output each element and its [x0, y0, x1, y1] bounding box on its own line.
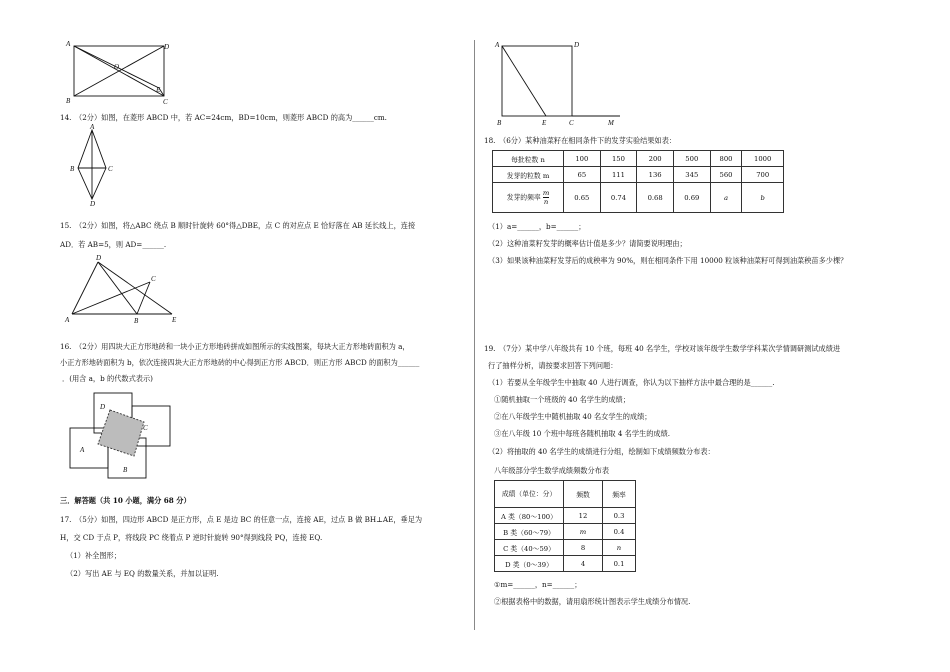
- fig16-label-b: B: [123, 466, 128, 474]
- fig14-label-c: C: [108, 165, 113, 173]
- q18-cell: 111: [600, 167, 637, 183]
- fig17-label-d: D: [574, 41, 580, 49]
- q18-cell: 0.69: [673, 183, 710, 213]
- q19-after-1: ①m=______，n=______；: [494, 580, 582, 589]
- q19-option-1: ①随机抽取一个班级的 40 名学生的成绩；: [494, 395, 630, 404]
- q18-cell: 136: [637, 167, 674, 183]
- q19-cell: 0.3: [603, 508, 636, 524]
- q19-cell: D 类（0～39）: [495, 556, 564, 572]
- q18-cell: 500: [673, 151, 710, 167]
- fig13-label-a: A: [66, 40, 71, 48]
- fig14-label-a: A: [90, 123, 95, 131]
- q19-cell: m: [564, 524, 603, 540]
- fig17-label-a: A: [495, 41, 500, 49]
- fig14-label-d: D: [90, 200, 96, 208]
- q18-cell: 150: [600, 151, 637, 167]
- fig13-label-c: C: [163, 98, 168, 106]
- q19-option-3: ③在八年级 10 个班中每班各随机抽取 4 名学生的成绩.: [494, 429, 671, 438]
- q16-text-line1: 16. （2分）用四块大正方形地砖和一块小正方形地砖拼成如图所示的实线图案，每块大正方形地砖面积为 a，: [60, 342, 410, 351]
- q18-cell: 0.65: [564, 183, 601, 213]
- figure-q16-tiles: [62, 388, 172, 478]
- fig13-label-e: E: [156, 86, 161, 94]
- q17-sub-2: （2）写出 AE 与 EQ 的数量关系，并加以证明.: [66, 569, 219, 578]
- fig15-label-a: A: [65, 316, 70, 324]
- figure-q17-square: [490, 38, 630, 128]
- fig15-label-e: E: [172, 316, 177, 324]
- q19-cell: 8: [564, 540, 603, 556]
- q18-cell: 560: [710, 167, 742, 183]
- q18-sub-1: （1）a=______，b=______；: [488, 222, 586, 231]
- q19-cell: B 类（60～79）: [495, 524, 564, 540]
- fig14-label-b: B: [70, 165, 75, 173]
- q18-fraction: [543, 189, 549, 206]
- q18-cell: a: [710, 183, 742, 213]
- q18-cell: 0.74: [600, 183, 637, 213]
- q19-cell: n: [603, 540, 636, 556]
- fig15-label-b: B: [134, 317, 139, 325]
- fig16-label-d: D: [100, 403, 106, 411]
- q18-text: 18. （6分）某种油菜籽在相同条件下的发芽实验结果如表：: [484, 136, 677, 145]
- figure-q15-triangles: [62, 252, 182, 324]
- q18-cell: 65: [564, 167, 601, 183]
- column-divider: [474, 40, 475, 630]
- q19-cell: C 类（40～59）: [495, 540, 564, 556]
- q18-cell: 800: [710, 151, 742, 167]
- q18-cell: 100: [564, 151, 601, 167]
- fig13-label-d: D: [164, 43, 170, 51]
- q18-cell: 1000: [742, 151, 784, 167]
- q19-header-score: 成绩（单位：分）: [495, 481, 564, 508]
- fig17-label-m: M: [608, 119, 614, 127]
- fig16-label-c: C: [143, 424, 148, 432]
- q18-sub-3: （3）如果该种油菜籽发芽后的成秧率为 90%，则在相同条件下用 10000 粒该种油菜籽可得到油菜秧苗多少棵？: [488, 256, 848, 265]
- q16-text-line2: 小正方形地砖面积为 b，依次连接四块大正方形地砖的中心得到正方形 ABCD．则正方形 ABCD 的面积为______: [60, 358, 420, 367]
- q19-cell: 0.1: [603, 556, 636, 572]
- q18-row2-header: 发芽的粒数 m: [493, 167, 564, 183]
- q16-text-line3: ．(用含 a，b 的代数式表示): [62, 374, 153, 383]
- fig13-label-o: O: [114, 63, 120, 71]
- q18-row3-header: [493, 183, 564, 213]
- q19-after-2: ②根据表格中的数据，请用扇形统计图表示学生成绩分布情况.: [494, 597, 691, 606]
- q19-sub-2: （2）将抽取的 40 名学生的成绩进行分组，绘制如下成绩频数分布表：: [488, 447, 715, 456]
- fig13-label-b: B: [66, 97, 71, 105]
- q19-header-frequency: 频数: [564, 481, 603, 508]
- q18-sub-2: （2）这种油菜籽发芽的概率估计值是多少？请简要说明理由；: [488, 239, 687, 248]
- fig17-label-c: C: [569, 119, 574, 127]
- fig17-label-e: E: [542, 119, 547, 127]
- q15-text-line2: AD．若 AB=5，则 AD=______.: [60, 240, 167, 249]
- figure-q14-rhombus: [64, 124, 124, 206]
- fraction-denominator: n: [543, 198, 549, 206]
- q18-row1-header: 每批粒数 n: [493, 151, 564, 167]
- q18-cell: 345: [673, 167, 710, 183]
- q19-text-line1: 19. （7分）某中学八年级共有 10 个班，每班 40 名学生，学校对该年级学生数学学科某次学情调研测试成绩进: [484, 344, 841, 353]
- figure-q13-rectangle: [60, 38, 180, 108]
- q18-cell: 700: [742, 167, 784, 183]
- q19-table: [494, 480, 636, 572]
- fraction-numerator: m: [542, 189, 550, 197]
- q18-cell: 200: [637, 151, 674, 167]
- q17-sub-1: （1）补全图形；: [66, 551, 121, 560]
- fig15-label-d: D: [96, 254, 102, 262]
- q19-cell: 0.4: [603, 524, 636, 540]
- q18-cell: b: [742, 183, 784, 213]
- q19-header-rate: 频率: [603, 481, 636, 508]
- q19-option-2: ②在八年级学生中随机抽取 40 名女学生的成绩；: [494, 412, 652, 421]
- q19-cell: A 类（80～100）: [495, 508, 564, 524]
- fig15-label-c: C: [151, 275, 156, 283]
- q17-text-line2: H，交 CD 于点 P，将线段 PC 绕着点 P 逆时针旋转 90°得到线段 PQ，连接 EQ.: [60, 533, 323, 542]
- fig17-label-b: B: [497, 119, 502, 127]
- q14-text: 14. （2分）如图，在菱形 ABCD 中，若 AC=24cm，BD=10cm，则菱形 ABCD 的高为______cm.: [60, 113, 387, 122]
- q19-text-line2: 行了抽样分析，请按要求回答下列问题：: [488, 361, 618, 370]
- q17-text-line1: 17. （5分）如图，四边形 ABCD 是正方形，点 E 是边 BC 的任意一点，连接 AE，过点 B 做 BH⊥AE，垂足为: [60, 515, 423, 524]
- q18-cell: 0.68: [637, 183, 674, 213]
- section-3-title: 三．解答题（共 10 小题，满分 68 分）: [60, 496, 191, 505]
- q19-cell: 4: [564, 556, 603, 572]
- q19-table-title: 八年级部分学生数学成绩频数分布表: [494, 466, 610, 475]
- q19-cell: 12: [564, 508, 603, 524]
- fig16-label-a: A: [80, 446, 85, 454]
- q15-text-line1: 15. （2分）如图，将△ABC 绕点 B 顺时针旋转 60°得△DBE，点 C 的对应点 E 恰好落在 AB 延长线上，连接: [60, 221, 416, 230]
- q18-row3-label: 发芽的频率: [506, 193, 541, 202]
- q19-sub-1: （1）若要从全年级学生中抽取 40 人进行调查，你认为以下抽样方法中最合理的是______.: [488, 378, 775, 387]
- q18-table: [492, 150, 784, 213]
